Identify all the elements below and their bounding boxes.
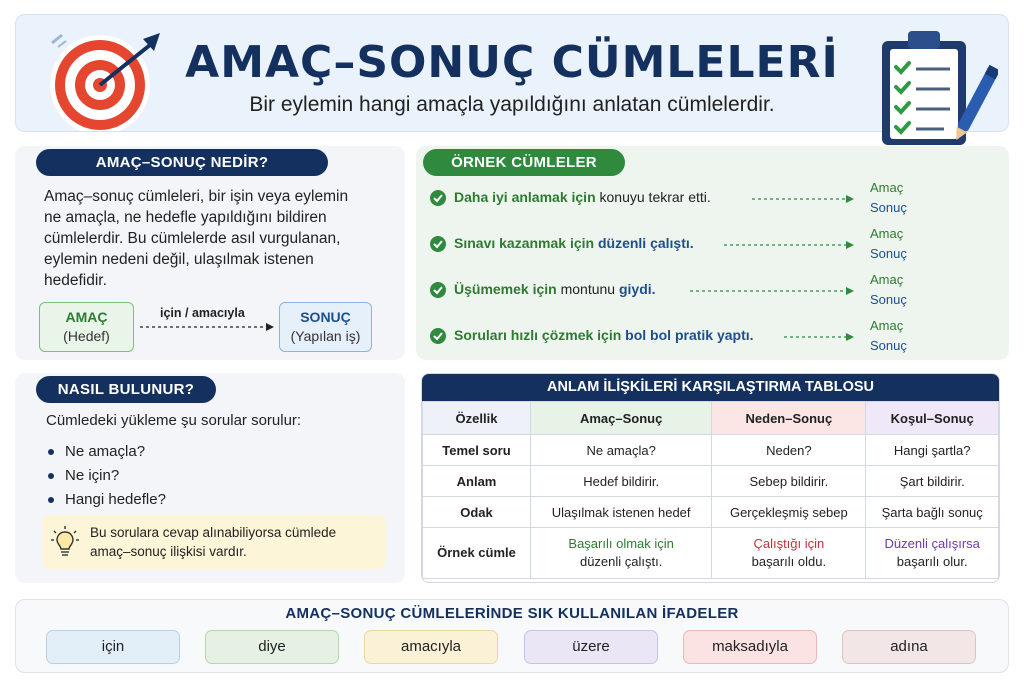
result-box [279,302,372,352]
table-cell: Sebep bildirir. [712,466,866,497]
tip-text [90,523,380,561]
table-row [423,497,999,528]
expression-chip: adına [842,630,976,664]
expression-chip: üzere [524,630,658,664]
example-tag [870,270,907,310]
dashed-arrow-icon [140,322,274,332]
table-row [423,466,999,497]
table-cell: Şarta bağlı sonuç [866,497,999,528]
row-label: Anlam [423,466,531,497]
table-cell: Hedef bildirir. [531,466,712,497]
goal-box-label: AMAÇ [65,309,108,325]
question-item: Ne amaçla? [46,440,166,464]
example-result: giydi. [618,281,656,297]
expression-chip: amacıyla [364,630,498,664]
definition-line: hedefidir. [44,272,107,289]
table-cell: Gerçekleşmiş sebep [712,497,866,528]
example-sentence [454,235,694,251]
table-cell [712,528,866,579]
tag-goal: Amaç [870,180,904,195]
question-item: Ne için? [46,464,166,488]
expression-chip: için [46,630,180,664]
column-header: Neden–Sonuç [712,402,866,435]
table-row [423,435,999,466]
table-title: ANLAM İLİŞKİLERİ KARŞILAŞTIRMA TABLOSU [422,374,999,401]
expressions-footer [15,599,1009,673]
example-highlight: Başarılı olmak için [568,536,674,551]
table-cell: Hangi şartla? [866,435,999,466]
comparison-table [421,373,1000,583]
example-plain: montunu [556,281,619,297]
result-box-sub: (Yapılan iş) [290,328,361,344]
check-icon [430,190,446,206]
definition-line: cümlelerdir. Bu cümlelerde asıl vurgulanan, [44,230,341,247]
example-sentence [454,281,656,297]
definition-text [44,186,394,291]
example-sentence [454,189,711,205]
example-goal: Soruları hızlı çözmek için [454,327,622,343]
tag-result: Sonuç [870,292,907,307]
page-title: AMAÇ–SONUÇ CÜMLELERİ [185,37,839,88]
table-header-row [423,402,999,435]
example-result: düzenli çalıştı. [597,235,694,251]
example-tag [870,316,907,356]
expression-chip: maksadıyla [683,630,817,664]
check-icon [430,236,446,252]
table-cell: Neden? [712,435,866,466]
tag-goal: Amaç [870,226,904,241]
comparison-grid [422,401,999,579]
example-highlight: Çalıştığı için [753,536,825,551]
definition-line: ne amaçla, ne hedefle yapıldığını bildiren [44,209,327,226]
tag-result: Sonuç [870,338,907,353]
example-goal: Sınavı kazanmak için [454,235,595,251]
row-label: Temel soru [423,435,531,466]
example-plain: konuyu tekrar etti. [595,189,711,205]
tip-line: amaç–sonuç ilişkisi vardır. [90,544,247,559]
example-rest: başarılı oldu. [751,554,827,569]
examples-heading: ÖRNEK CÜMLELER [423,149,625,176]
expression-chip: diye [205,630,339,664]
example-arrows [680,190,860,350]
table-row [423,528,999,579]
table-cell: Ulaşılmak istenen hedef [531,497,712,528]
howto-heading: NASIL BULUNUR? [36,376,216,403]
definition-heading: AMAÇ–SONUÇ NEDİR? [36,149,328,176]
lightbulb-icon [50,525,80,559]
column-header: Amaç–Sonuç [531,402,712,435]
column-header: Koşul–Sonuç [866,402,999,435]
page-subtitle: Bir eylemin hangi amaçla yapıldığını anlatan cümlelerdir. [249,93,775,116]
example-tag [870,224,907,264]
tip-line: Bu sorulara cevap alınabiliyorsa cümlede [90,525,337,540]
example-rest: düzenli çalıştı. [579,554,663,569]
example-tag [870,178,907,218]
tip-box [42,515,386,569]
table-cell [866,528,999,579]
question-list [46,440,166,512]
example-highlight: Düzenli çalışırsa [884,536,980,551]
goal-box [39,302,134,352]
connector-label: için / amacıyla [160,306,245,320]
table-cell: Ne amaçla? [531,435,712,466]
result-box-label: SONUÇ [300,309,351,325]
row-label: Odak [423,497,531,528]
question-item: Hangi hedefle? [46,488,166,512]
example-result: bol bol pratik yaptı. [625,327,754,343]
tag-goal: Amaç [870,272,904,287]
goal-box-sub: (Hedef) [63,328,110,344]
example-rest: başarılı olur. [896,554,968,569]
check-icon [430,282,446,298]
example-goal: Üşümemek için [454,281,557,297]
header-banner [15,14,1009,132]
row-label: Örnek cümle [423,528,531,579]
howto-intro: Cümledeki yükleme şu sorular sorulur: [46,412,302,429]
example-goal: Daha iyi anlamak için [454,189,596,205]
column-header: Özellik [423,402,531,435]
definition-line: Amaç–sonuç cümleleri, bir işin veya eylemin [44,188,349,205]
table-cell [531,528,712,579]
check-icon [430,328,446,344]
tag-result: Sonuç [870,200,907,215]
definition-line: eylemin nedeni değil, ulaşılmak istenen [44,251,314,268]
tag-goal: Amaç [870,318,904,333]
footer-title: AMAÇ–SONUÇ CÜMLELERİNDE SIK KULLANILAN İFADELER [285,605,739,622]
checklist-clipboard-icon [868,23,998,151]
table-cell: Şart bildirir. [866,466,999,497]
tag-result: Sonuç [870,246,907,261]
